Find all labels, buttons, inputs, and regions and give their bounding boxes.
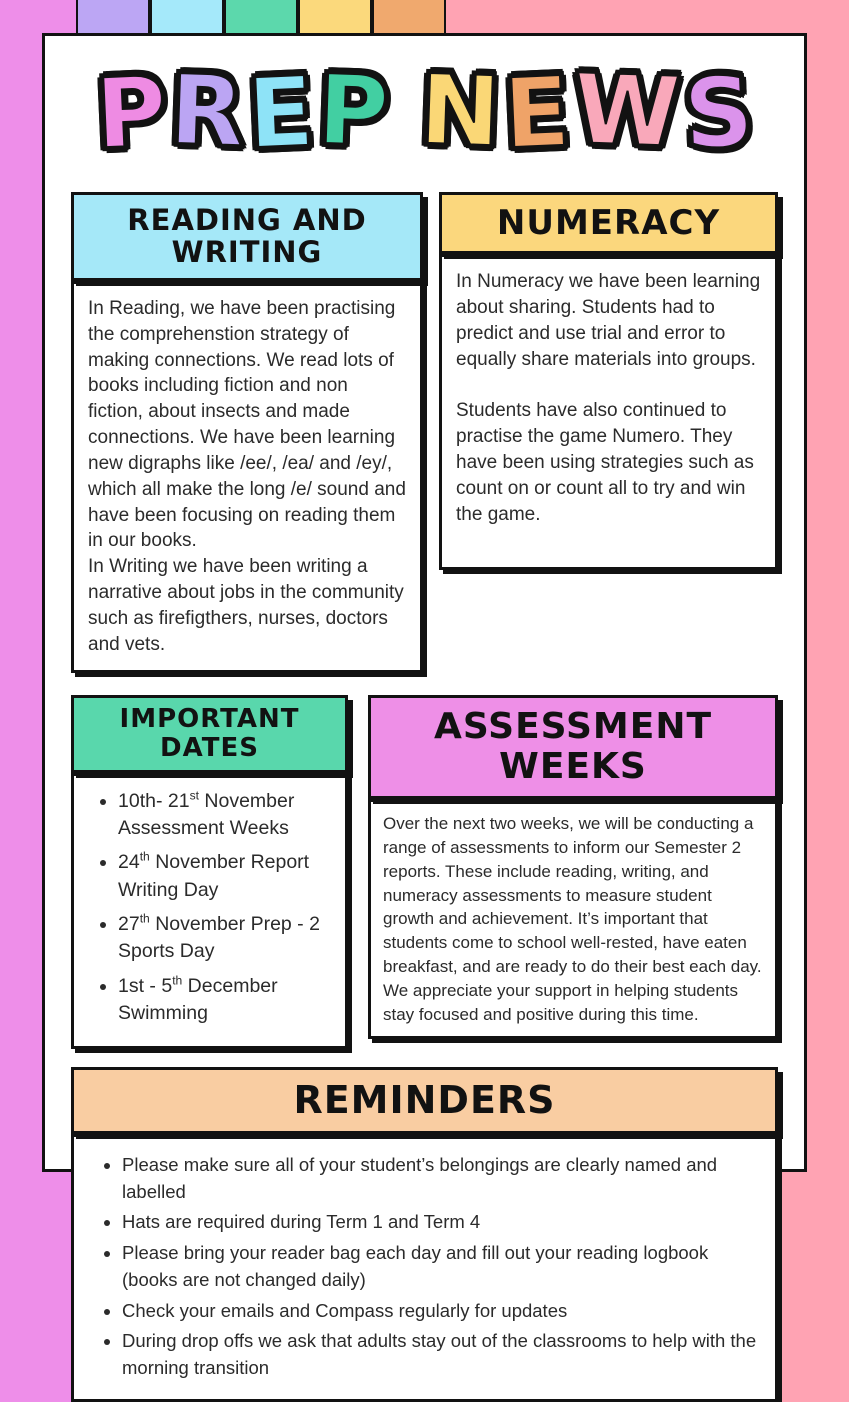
top-border-tabs <box>76 0 446 36</box>
newsletter-title <box>71 46 778 188</box>
page-sheet <box>42 33 807 1379</box>
numeracy-section-body <box>439 254 778 570</box>
list-item: • 1st - 5th December Swimming <box>118 973 335 1028</box>
row-top <box>71 192 778 673</box>
title-letter: E <box>245 55 317 171</box>
list-item: • Hats are required during Term 1 and Term 4 <box>122 1208 759 1235</box>
reminders-list <box>90 1151 759 1382</box>
paragraph: Students have also continued to practise the game Numero. They have been using strategies such as count on or count all to try and win the game. <box>456 400 754 525</box>
reminders-section-body <box>71 1134 778 1402</box>
title-letter: P <box>315 53 391 169</box>
section-important-dates <box>71 695 348 1050</box>
title-letter: E <box>502 55 573 171</box>
title-letter: W <box>572 53 682 169</box>
paragraph: Over the next two weeks, we will be conducting a range of assessments to inform our Semester 2 reports. These include reading, writing, and numeracy assessments to measure student growth and achievement. It’s important that students come to school well-rested, have eaten breakfast, and are ready to do their best each day. We appreciate your support in helping students stay focused and positive during this time. <box>383 814 762 1024</box>
reminders-section-header: REMINDERS <box>71 1067 778 1134</box>
list-item: • Please bring your reader bag each day and fill out your reading logbook (books are not changed daily) <box>122 1239 759 1294</box>
reading-section-header: READING AND WRITING <box>71 192 423 281</box>
reading-section-body <box>71 281 423 673</box>
border-tab <box>150 0 224 36</box>
row-middle <box>71 695 778 1050</box>
important-dates-section-body <box>71 773 348 1049</box>
numeracy-section-header: NUMERACY <box>439 192 778 254</box>
row-bottom <box>71 1067 778 1402</box>
title-letter: N <box>418 53 503 169</box>
list-item: • During drop offs we ask that adults stay out of the classrooms to help with the morning transition <box>122 1327 759 1382</box>
border-tab <box>76 0 150 36</box>
list-item: • Check your emails and Compass regularly for updates <box>122 1297 759 1324</box>
paragraph: In Writing we have been writing a narrative about jobs in the community such as firefigthers, nurses, doctors and vets. <box>88 556 404 655</box>
section-reminders <box>71 1067 778 1402</box>
title-letter: P <box>93 55 169 171</box>
list-item: • 27th November Prep - 2 Sports Day <box>118 911 335 966</box>
title-letter: R <box>168 53 247 169</box>
section-assessment-weeks <box>368 695 778 1050</box>
important-dates-list <box>88 788 335 1027</box>
title-letters <box>71 46 778 176</box>
list-item: • 24th November Report Writing Day <box>118 849 335 904</box>
paragraph: In Numeracy we have been learning about sharing. Students had to predict and use trial and error to equally share materials into groups. <box>456 271 761 370</box>
paragraph: In Reading, we have been practising the comprehenstion strategy of making connections. We read lots of books including fiction and non fiction, about insects and made connections. We have been learning new digraphs like /ee/, /ea/ and /ey/, which all make the long /e/ sound and have been focusing on reading them in our books. <box>88 297 406 552</box>
assessment-weeks-section-body <box>368 799 778 1039</box>
border-tab <box>372 0 446 36</box>
list-item: • Please make sure all of your student’s belongings are clearly named and labelled <box>122 1151 759 1206</box>
border-tab <box>298 0 372 36</box>
section-numeracy <box>439 192 778 673</box>
border-tab <box>224 0 298 36</box>
important-dates-section-header: IMPORTANT DATES <box>71 695 348 773</box>
assessment-weeks-section-header: ASSESSMENT WEEKS <box>368 695 778 800</box>
section-reading-and-writing <box>71 192 423 673</box>
list-item: • 10th- 21st November Assessment Weeks <box>118 788 335 843</box>
title-letter: S <box>681 55 756 171</box>
title-space <box>392 145 416 146</box>
